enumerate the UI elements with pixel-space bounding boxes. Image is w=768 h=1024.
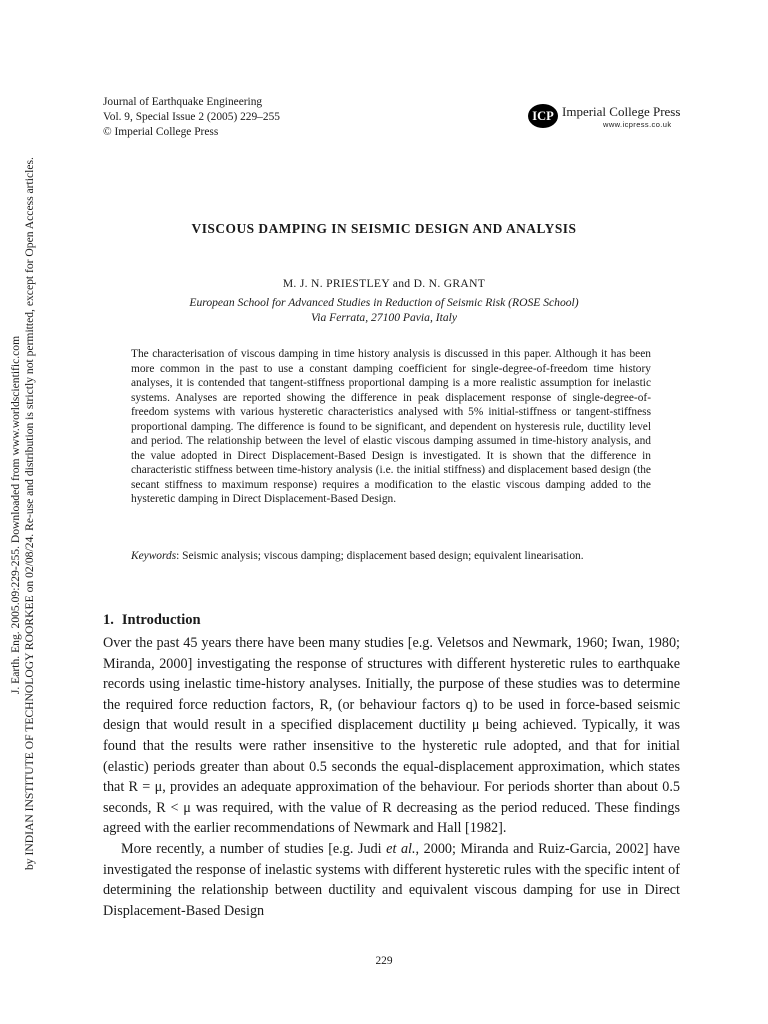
journal-volume: Vol. 9, Special Issue 2 (2005) 229–255 bbox=[103, 111, 280, 123]
paper-authors: M. J. N. PRIESTLEY and D. N. GRANT bbox=[282, 277, 486, 290]
author-affiliation bbox=[0, 295, 768, 325]
icp-logo-icon: ICP bbox=[528, 104, 558, 128]
publisher-logo bbox=[528, 104, 688, 132]
keywords bbox=[131, 549, 651, 564]
journal-copyright: © Imperial College Press bbox=[103, 126, 219, 138]
section-title: Introduction bbox=[121, 612, 201, 628]
download-notice-line-1: J. Earth. Eng. 2005.09:229-255. Downloaded from www.worldscientific.com bbox=[9, 335, 22, 695]
section-number: 1. bbox=[103, 612, 114, 628]
journal-header bbox=[103, 95, 280, 140]
keywords-label: Keywords bbox=[131, 550, 177, 562]
journal-name: Journal of Earthquake Engineering bbox=[103, 96, 263, 108]
paragraph-2-start: More recently, a number of studies [e.g. Judi bbox=[121, 840, 387, 857]
download-notice bbox=[4, 157, 42, 870]
body-text bbox=[103, 633, 680, 921]
paragraph-2-end: , 2000; Miranda and Ruiz-Garcia, 2002] have investigated the response of inelastic systems with different hysteretic rules with the specific intent of determining the relationship between ductility and equivalent viscous damping for use in Direct Displacement-Based Design bbox=[103, 840, 680, 919]
citation-et-al: et al. bbox=[386, 840, 416, 857]
section-heading bbox=[103, 612, 201, 629]
affiliation-line-1: European School for Advanced Studies in Reduction of Seismic Risk (ROSE School) bbox=[189, 296, 579, 309]
paper-title: VISCOUS DAMPING IN SEISMIC DESIGN AND ANALYSIS bbox=[191, 221, 577, 236]
affiliation-line-2: Via Ferrata, 27100 Pavia, Italy bbox=[311, 311, 457, 324]
publisher-url: www.icpress.co.uk bbox=[603, 120, 672, 129]
paragraph-2 bbox=[103, 839, 680, 921]
abstract: The characterisation of viscous damping in time history analysis is discussed in this paper. Although it has been more common in the past to use a constant damping coefficient for single-degree-of-freedom time history analyses, it is contended that tangent-stiffness proportional damping is a more realistic assumption for inelastic systems. Analyses are reported showing the difference in peak displacement response of single-degree-of-freedom systems with various hysteretic characteristics analysed with 5% initial-stiffness or tangent-stiffness proportional damping. The difference is found to be significant, and dependent on hysteresis rule, ductility level and period. The relationship between the level of elastic viscous damping assumed in time-history analysis, and the value adopted in Direct Displacement-Based Design is investigated. It is shown that the difference in characteristic stiffness between time-history analysis (i.e. the initial stiffness) and displacement based design (the secant stiffness to maximum response) requires a modification to the elastic viscous damping added to the hysteretic damping in Direct Displacement-Based Design. bbox=[131, 348, 651, 505]
keywords-text: : Seismic analysis; viscous damping; displacement based design; equivalent linearisation. bbox=[176, 550, 584, 562]
paragraph-1: Over the past 45 years there have been many studies [e.g. Veletsos and Newmark, 1960; Iwan, 1980; Miranda, 2000] investigating the response of structures with different hysteretic rules to earthquake records using inelastic time-history analyses. Initially, the purpose of these studies was to determine the required force reduction factors, R, (or behaviour factors q) to be used in force-based seismic design that would result in a specified displacement ductility μ being achieved. Typically, it was found that the results were rather insensitive to the hysteretic rule adopted, and that for initial (elastic) periods greater than about 0.5 seconds the equal-displacement approximation, which states that R = μ, provides an adequate approximation of the behaviour. For periods shorter than about 0.5 seconds, R < μ was required, with the value of R decreasing as the period reduced. These findings agreed with the earlier recommendations of Newmark and Hall [1982]. bbox=[103, 635, 680, 837]
page-number: 229 bbox=[375, 955, 393, 967]
publisher-name: Imperial College Press bbox=[562, 104, 681, 119]
download-notice-line-2: by INDIAN INSTITUTE OF TECHNOLOGY ROORKEE on 02/08/24. Re-use and distribution is strictly not permitted, except for Open Access articles. bbox=[23, 157, 36, 870]
